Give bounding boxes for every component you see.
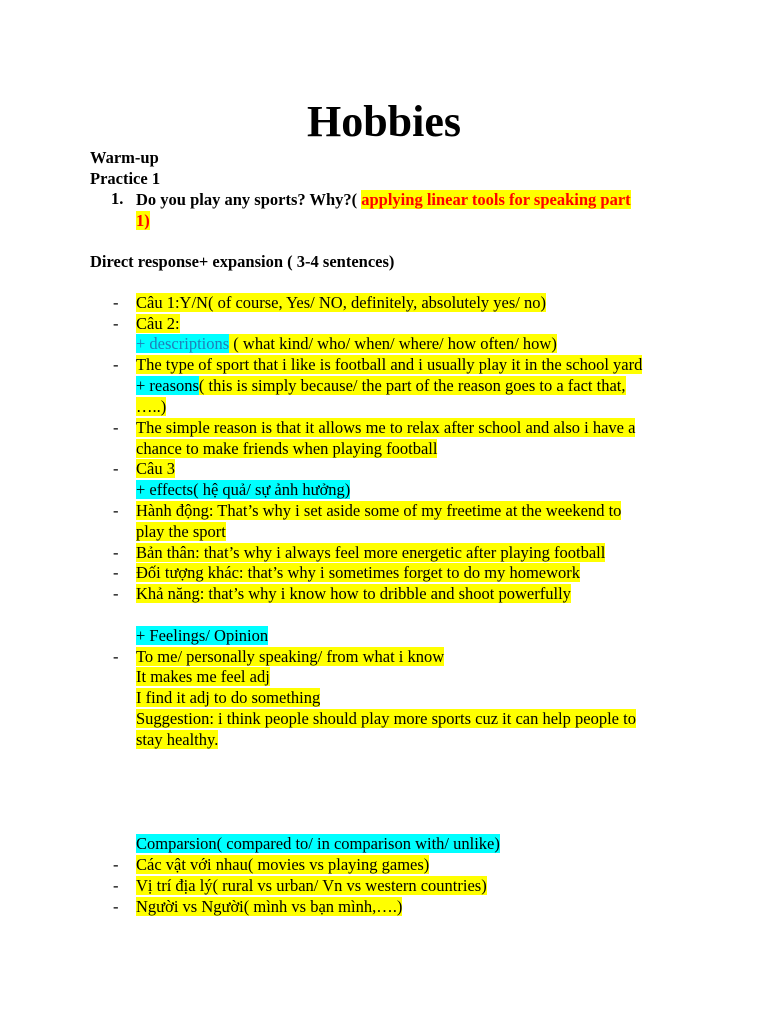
bullet-dash: -	[113, 459, 119, 478]
list-item: Đối tượng khác: that’s why i sometimes forget to do my homework	[136, 563, 581, 582]
bullet-dash: -	[113, 355, 119, 374]
list-item: The type of sport that i like is football and i usually play it in the school yard	[136, 355, 643, 374]
question-number: 1.	[111, 189, 124, 208]
descriptions-line: + descriptions ( what kind/ who/ when/ where/ how often/ how)	[136, 334, 557, 353]
list-item: Hành động: That’s why i set aside some of my freetime at the weekend to	[136, 501, 622, 520]
list-item: To me/ personally speaking/ from what i know	[136, 647, 445, 666]
list-item-cont: chance to make friends when playing football	[136, 439, 438, 458]
bullet-dash: -	[113, 855, 119, 874]
question-main: Do you play any sports? Why?(	[136, 190, 358, 209]
direct-response-heading: Direct response+ expansion ( 3-4 sentences)	[90, 252, 395, 271]
bullet-dash: -	[113, 543, 119, 562]
feelings-line: + Feelings/ Opinion	[136, 626, 269, 645]
bullet-dash: -	[113, 876, 119, 895]
list-item: Câu 1:Y/N( of course, Yes/ NO, definitely, absolutely yes/ no)	[136, 293, 546, 312]
list-item: Vị trí địa lý( rural vs urban/ Vn vs western countries)	[136, 876, 487, 895]
bullet-dash: -	[113, 314, 119, 333]
question-note-end: 1)	[136, 211, 150, 230]
list-item: Khả năng: that’s why i know how to dribble and shoot powerfully	[136, 584, 571, 603]
list-item-cont: I find it adj to do something	[136, 688, 321, 707]
warmup-heading: Warm-up	[90, 148, 159, 167]
question-text	[136, 189, 678, 231]
list-item-cont: Suggestion: i think people should play more sports cuz it can help people to	[136, 709, 636, 728]
list-item-cont: stay healthy.	[136, 730, 219, 749]
bullet-dash: -	[113, 418, 119, 437]
bullet-dash: -	[113, 501, 119, 520]
effects-line: + effects( hệ quả/ sự ảnh hưởng)	[136, 480, 351, 499]
list-item-cont: It makes me feel adj	[136, 667, 270, 686]
list-item: The simple reason is that it allows me to relax after school and also i have a	[136, 418, 636, 437]
reasons-line: + reasons( this is simply because/ the part of the reason goes to a fact that,	[136, 376, 626, 395]
list-item: Câu 2:	[136, 314, 180, 333]
reasons-line-end: …..)	[136, 397, 167, 416]
bullet-dash: -	[113, 293, 119, 312]
practice-heading: Practice 1	[90, 169, 161, 188]
page-title: Hobbies	[306, 97, 462, 146]
bullet-dash: -	[113, 647, 119, 666]
list-item: Câu 3	[136, 459, 175, 478]
list-item: Các vật với nhau( movies vs playing games)	[136, 855, 430, 874]
comparison-line: Comparsion( compared to/ in comparison with/ unlike)	[136, 834, 500, 853]
list-item-cont: play the sport	[136, 522, 226, 541]
list-item: Người vs Người( mình vs bạn mình,….)	[136, 897, 403, 916]
list-item: Bản thân: that’s why i always feel more energetic after playing football	[136, 543, 606, 562]
bullet-dash: -	[113, 584, 119, 603]
question-note: applying linear tools for speaking part	[361, 190, 631, 209]
bullet-dash: -	[113, 897, 119, 916]
bullet-dash: -	[113, 563, 119, 582]
